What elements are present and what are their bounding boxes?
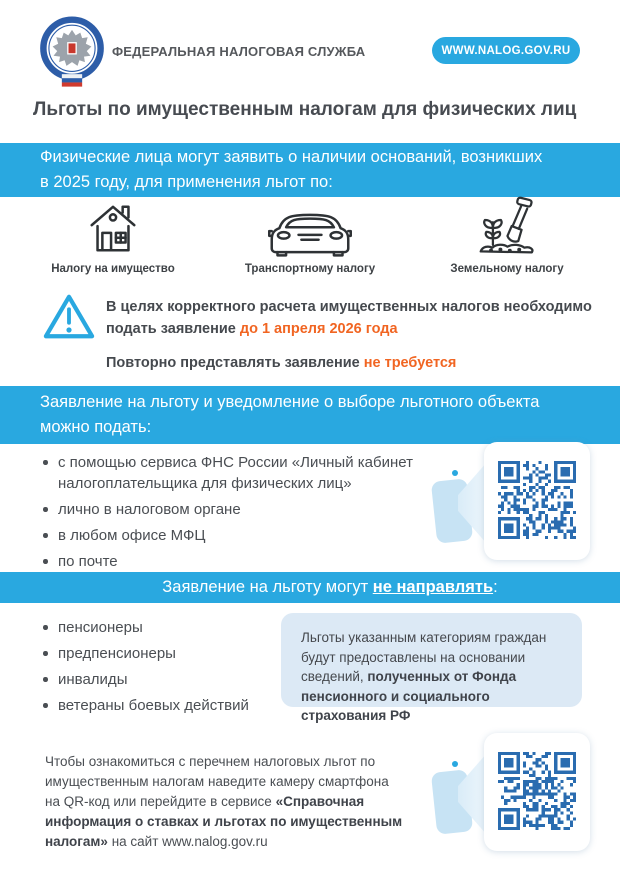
tax-type-label: Транспортному налогу [244,263,376,275]
submit-banner-line: можно подать: [40,418,152,436]
camera-dot-icon [452,470,458,476]
warning-triangle-icon [42,292,96,342]
qr-card [484,442,590,560]
exempt-banner-suffix: : [493,578,498,596]
deadline-warning [106,296,596,374]
list-item: по почте [41,551,431,572]
page-title: Льготы по имущественным налогам для физических лиц [33,99,577,120]
footer-note-service-name: «Справочная информация о ставках и льготах по имущественным налогам» [45,794,403,849]
reference-qr-group [430,731,590,857]
info-box-bold-text: полученных от Фонда пенсионного и социального страхования РФ [301,669,517,723]
intro-banner [0,143,620,197]
reference-info-qr [498,752,576,830]
exempt-banner-underlined: не направлять [372,578,494,596]
warning-repeat-highlight: не требуется [363,355,457,371]
tax-type-label: Земельному налогу [450,263,564,275]
warning-deadline: до 1 апреля 2026 года [239,321,398,337]
list-item: инвалиды [41,669,301,690]
shovel-icon [422,198,592,258]
qr-card [484,733,590,851]
footer-note [45,752,405,852]
list-item: в любом офисе МФЦ [41,525,431,546]
submit-qr-group [430,440,590,566]
camera-dot-icon [452,761,458,767]
footer-note-site: на сайт www.nalog.gov.ru [107,834,268,849]
intro-banner-line: в 2025 году, для применения льгот по: [40,173,333,191]
exempt-categories-list [41,617,301,721]
warning-text: В целях корректного расчета имущественных налогов необходимо подать заявление [106,299,592,337]
footer-note-text: Чтобы ознакомиться с перечнем налоговых льгот по имущественным налогам наведите камеру смартфона на QR-код или перейдите в сервисе [45,754,389,809]
tax-type-label: Налогу на имущество [51,263,175,275]
submit-banner-line: Заявление на льготу и уведомление о выборе льготного объекта [40,393,540,411]
nalog-site-button[interactable]: WWW.NALOG.GOV.RU [432,37,580,64]
house-icon [28,198,198,258]
exempt-info-box [281,613,582,723]
submit-methods-list [41,452,431,577]
tax-type-land [422,198,592,275]
submit-methods-qr [498,461,576,539]
exempt-banner [0,572,620,603]
car-icon [225,198,395,258]
submit-banner [0,386,620,444]
list-item: пенсионеры [41,617,301,638]
org-name: ФЕДЕРАЛЬНАЯ НАЛОГОВАЯ СЛУЖБА [112,44,366,59]
intro-banner-line: Физические лица могут заявить о наличии оснований, возникших [40,148,543,166]
list-item: лично в налоговом органе [41,499,431,520]
exempt-banner-prefix: Заявление на льготу могут [162,578,373,596]
tax-type-property [28,198,198,275]
tax-type-transport [225,198,395,275]
list-item: ветераны боевых действий [41,695,301,716]
warning-repeat-text: Повторно представлять заявление [106,355,364,371]
list-item: с помощью сервиса ФНС России «Личный кабинет налогоплательщика для физических лиц» [41,452,431,494]
info-box-text: Льготы указанным категориям граждан будут предоставлены на основании сведений, [301,630,547,684]
list-item: предпенсионеры [41,643,301,664]
fns-emblem-logo [38,16,106,88]
